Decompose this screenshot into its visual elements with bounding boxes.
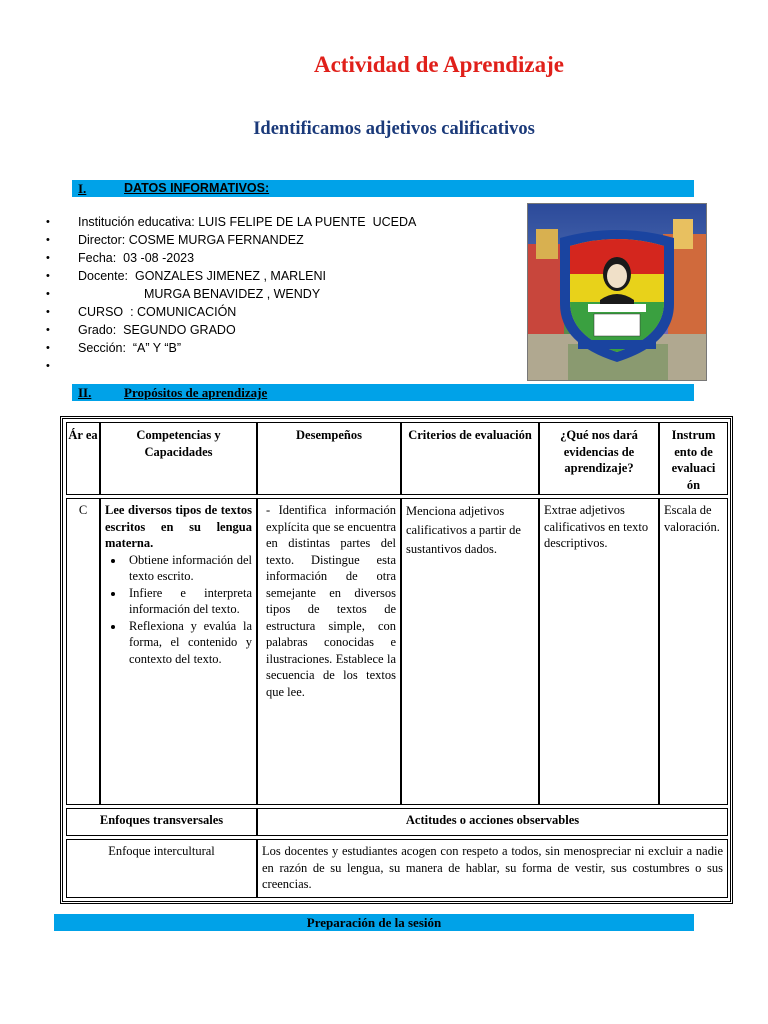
capacidad-item: • Infiere e interpreta información del texto. (125, 585, 252, 618)
bullet: • (46, 252, 50, 264)
info-item-institucion: • Institución educativa: LUIS FELIPE DE LA PUENTE UCEDA (46, 215, 417, 229)
info-item-docente-2: • MURGA BENAVIDEZ , WENDY (46, 287, 321, 301)
info-item-empty (32, 357, 416, 375)
page-title: Actividad de Aprendizaje (313, 52, 565, 77)
bullet: • (46, 270, 50, 282)
bullet: • (46, 234, 50, 246)
capacidad-item: • Obtiene información del texto escrito. (125, 552, 252, 585)
bullet: • (46, 216, 50, 228)
cell-competencias (100, 498, 257, 805)
bullet: • (46, 342, 50, 354)
section-banner-datos (72, 180, 694, 197)
info-item-fecha: • Fecha: 03 -08 -2023 (46, 251, 195, 265)
cell-instrumento: Escala de valoración. (659, 498, 728, 805)
bullet: • (46, 324, 50, 336)
capacidades-list (105, 552, 252, 668)
header-area: Ár ea (66, 422, 100, 495)
bullet: • (46, 306, 50, 318)
info-item-curso: • CURSO : COMUNICACIÓN (46, 305, 237, 319)
school-logo-image (527, 203, 707, 381)
page-subtitle: Identificamos adjetivos calificativos (253, 119, 535, 139)
info-item-grado: • Grado: SEGUNDO GRADO (46, 323, 236, 337)
header-competencias: Competencias y Capacidades (100, 422, 257, 495)
section-title: DATOS INFORMATIVOS: (124, 181, 270, 195)
section-number: II. (78, 385, 92, 400)
capacidad-item: • Reflexiona y evalúa la forma, el contenido y contexto del texto. (125, 618, 252, 668)
header-evidencias: ¿Qué nos dará evidencias de aprendizaje? (539, 422, 659, 495)
info-list (32, 213, 416, 375)
header-enfoques: Enfoques transversales (66, 808, 257, 836)
info-item-seccion: • Sección: “A” Y “B” (46, 341, 182, 355)
cell-desempenos: - Identifica información explícita que se encuentra en distintas partes del texto. Distingue esta información de otra semejante en diversos tipos de textos de estructura simple, con palabras conocidas e ilustraciones. Establece la secuencia de los textos que lee. (257, 498, 401, 805)
bullet: • (46, 360, 50, 372)
cell-criterios: Menciona adjetivos calificativos a partir de sustantivos dados. (401, 498, 539, 805)
header-desempenos: Desempeños (257, 422, 401, 495)
section-title: Preparación de la sesión (306, 915, 442, 930)
cell-actitud: Los docentes y estudiantes acogen con respeto a todos, sin menospreciar ni excluir a nadie en razón de su lengua, su manera de hablar, su forma de vestir, sus costumbres o sus creencias. (257, 839, 728, 898)
section-banner-propositos (72, 384, 694, 401)
school-crest-illustration (528, 204, 706, 380)
competencia-title: Lee diversos tipos de textos escritos en su lengua materna. (105, 503, 252, 550)
section-number: I. (78, 181, 87, 196)
bullet: • (46, 288, 50, 300)
section-banner-preparacion (54, 914, 694, 931)
cell-enfoque: Enfoque intercultural (66, 839, 257, 898)
cell-area: C (66, 498, 100, 805)
info-item-docente: • Docente: GONZALES JIMENEZ , MARLENI (46, 269, 326, 283)
learning-purposes-table (60, 416, 733, 904)
info-item-director: • Director: COSME MURGA FERNANDEZ (46, 233, 304, 247)
section-title: Propósitos de aprendizaje (124, 385, 268, 400)
header-actitudes: Actitudes o acciones observables (257, 808, 728, 836)
cell-evidencias: Extrae adjetivos calificativos en texto descriptivos. (539, 498, 659, 805)
header-criterios: Criterios de evaluación (401, 422, 539, 495)
header-instrumento: Instrum ento de evaluaci ón (659, 422, 728, 495)
